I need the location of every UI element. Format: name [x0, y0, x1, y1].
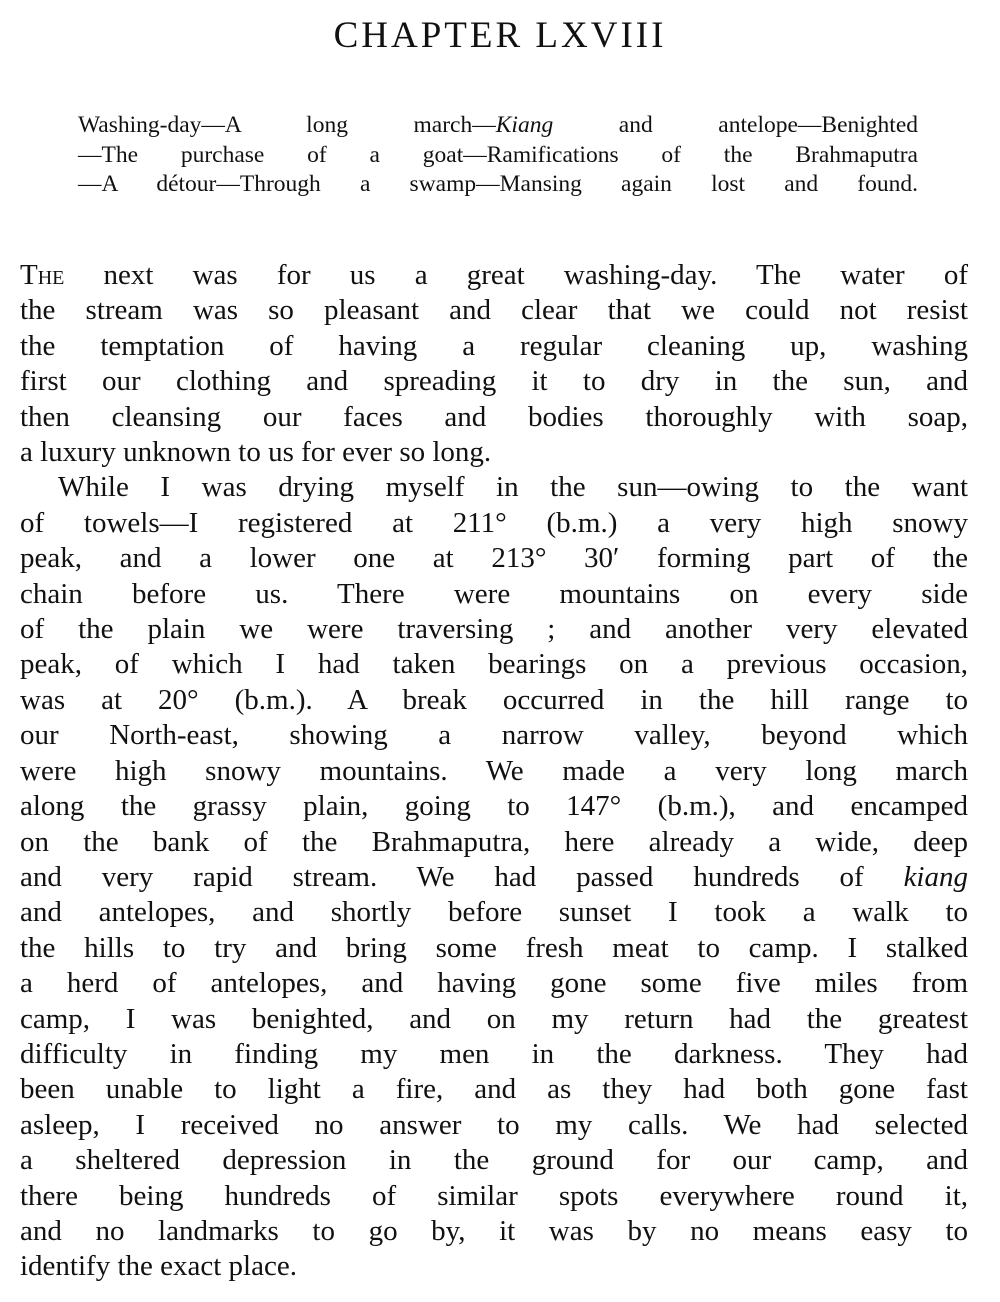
synopsis-text: Washing-day—A long march—: [78, 112, 496, 138]
synopsis-line: [78, 111, 918, 141]
text-line: a herd of antelopes, and having gone some five miles from: [20, 967, 968, 1000]
text-line: peak, and a lower one at 213° 30′ forming part of the: [20, 542, 968, 575]
synopsis-text: —A détour—Through a swamp—Mansing again lost and found.: [78, 171, 918, 197]
body-text: [20, 258, 968, 1285]
line-text: next was for us a great washing-day. The water of: [64, 259, 968, 291]
text-line: and antelopes, and shortly before sunset I took a walk to: [20, 896, 968, 929]
text-line: been unable to light a fire, and as they had both gone fast: [20, 1073, 968, 1106]
text-line: were high snowy mountains. We made a very long march: [20, 754, 968, 787]
synopsis-text: —The purchase of a goat—Ramifications of the Brahmaputra: [78, 141, 918, 168]
synopsis-line: [78, 141, 918, 171]
text-line: [20, 258, 968, 293]
chapter-title: CHAPTER LXVIII: [333, 15, 667, 56]
text-line: on the bank of the Brahmaputra, here already a wide, deep: [20, 825, 968, 858]
paragraph: [20, 258, 968, 470]
text-line: peak, of which I had taken bearings on a previous occasion,: [20, 648, 968, 681]
synopsis-text: and antelope—Benighted: [553, 112, 918, 138]
drop-word: The: [20, 259, 65, 291]
text-line: [20, 860, 968, 895]
text-line: While I was drying myself in the sun—owing to the want: [58, 471, 968, 504]
italic-text: kiang: [903, 860, 968, 893]
text-line: then cleansing our faces and bodies thoroughly with soap,: [20, 400, 968, 433]
synopsis-line: [78, 170, 918, 200]
text-line: camp, I was benighted, and on my return had the greatest: [20, 1002, 968, 1035]
text-line: the stream was so pleasant and clear that we could not resist: [20, 294, 968, 327]
text-line: the temptation of having a regular cleaning up, washing: [20, 329, 968, 362]
paragraph: [20, 470, 968, 1284]
text-line: our North-east, showing a narrow valley, beyond which: [20, 719, 968, 752]
text-line: first our clothing and spreading it to dry in the sun, and: [20, 365, 968, 398]
text-line: of towels—I registered at 211° (b.m.) a very high snowy: [20, 506, 968, 539]
line-text: and very rapid stream. We had passed hundreds of: [20, 860, 904, 893]
text-line: difficulty in finding my men in the darkness. They had: [20, 1037, 968, 1070]
text-line: along the grassy plain, going to 147° (b.m.), and encamped: [20, 790, 968, 823]
text-line: and no landmarks to go by, it was by no means easy to: [20, 1214, 968, 1247]
text-line: was at 20° (b.m.). A break occurred in the hill range to: [20, 683, 968, 716]
text-line: the hills to try and bring some fresh meat to camp. I stalked: [20, 931, 968, 964]
synopsis-italic-text: Kiang: [495, 112, 554, 138]
text-line: of the plain we were traversing ; and another very elevated: [20, 613, 968, 646]
text-line: a luxury unknown to us for ever so long.: [20, 436, 492, 469]
text-line: asleep, I received no answer to my calls. We had selected: [20, 1108, 968, 1141]
text-line: identify the exact place.: [20, 1250, 297, 1283]
text-line: chain before us. There were mountains on every side: [20, 577, 968, 610]
chapter-synopsis: [78, 111, 918, 200]
text-line: a sheltered depression in the ground for our camp, and: [20, 1144, 968, 1177]
text-line: there being hundreds of similar spots everywhere round it,: [20, 1179, 968, 1212]
